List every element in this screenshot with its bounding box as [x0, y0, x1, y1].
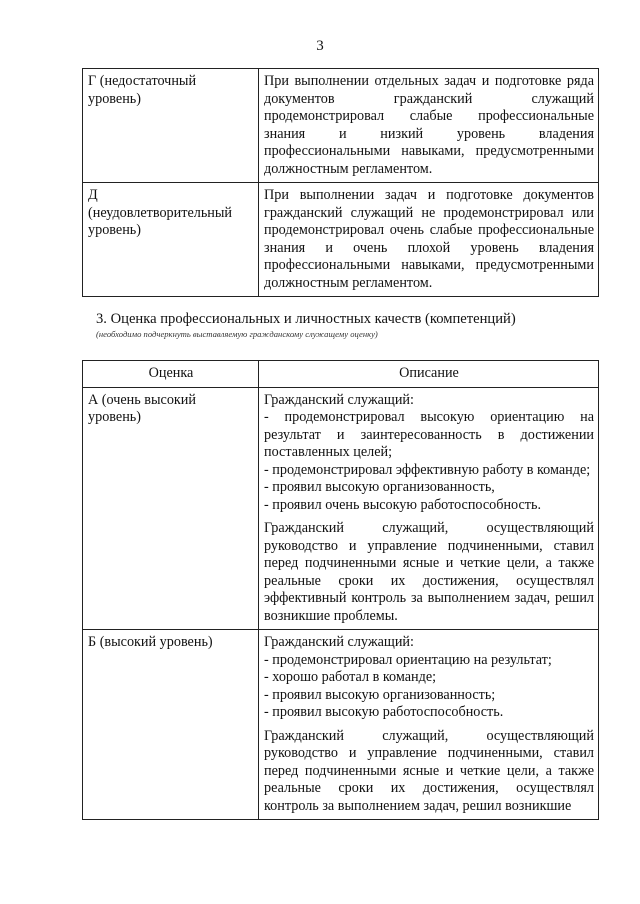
criteria-item: - проявил высокую организованность, — [264, 479, 495, 495]
grade-cell — [83, 630, 259, 820]
page-number: 3 — [316, 38, 324, 54]
management-paragraph: Гражданский служащий, осуществляющий руководство и управление подчиненными, ставил перед подчиненными ясные и четкие цели, а также реальные сроки их достижения, осуществлял контроль за выполнением задач, решил возникшие — [264, 727, 594, 814]
competence-table — [82, 360, 599, 820]
description-cell — [259, 69, 599, 183]
description-cell — [259, 630, 599, 820]
table-row — [83, 630, 599, 820]
level-cell — [83, 69, 259, 183]
table-row — [83, 69, 599, 183]
grade-label: уровень) — [88, 409, 141, 425]
table-row — [83, 183, 599, 297]
level-label: Д — [88, 187, 98, 203]
column-header-grade: Оценка — [83, 361, 259, 388]
table-row — [83, 387, 599, 630]
management-paragraph: Гражданский служащий, осуществляющий руководство и управление подчиненными, ставил перед подчиненными ясные и четкие цели, а также реальные сроки их достижения, осуществлял эффективный контроль за выполнением задач, решил возникшие проблемы. — [264, 520, 594, 624]
grade-cell — [83, 387, 259, 630]
level-label: Г (недостаточный — [88, 73, 197, 89]
level-label: уровень) — [88, 222, 141, 238]
description-cell — [259, 387, 599, 630]
criteria-item: - продемонстрировал эффективную работу в команде; — [264, 461, 591, 478]
grade-label: Б (высокий уровень) — [88, 634, 213, 650]
criteria-block — [264, 634, 594, 722]
criteria-item: - продемонстрировал ориентацию на результат; — [264, 651, 552, 668]
criteria-intro: Гражданский служащий: — [264, 391, 414, 408]
criteria-intro: Гражданский служащий: — [264, 634, 414, 650]
criteria-item: - хорошо работал в команде; — [264, 669, 437, 685]
column-header-description: Описание — [259, 361, 599, 388]
description-cell — [259, 183, 599, 297]
section-title: 3. Оценка профессиональных и личностных качеств (компетенций) — [96, 311, 516, 327]
level-cell — [83, 183, 259, 297]
criteria-item: - проявил высокую организованность; — [264, 686, 496, 703]
level-description: При выполнении задач и подготовке документов гражданский служащий не продемонстрировал или продемонстрировал очень слабые профессиональные знания и очень плохой уровень владения профессиональными навыками, предусмотренными должностным регламентом. — [264, 187, 594, 291]
grade-label: А (очень высокий — [88, 391, 196, 408]
criteria-item: - продемонстрировал высокую ориентацию на результат и заинтересованность в достижении поставленных целей; — [264, 409, 594, 460]
criteria-item: - проявил очень высокую работоспособность. — [264, 496, 542, 513]
level-label: уровень) — [88, 90, 141, 107]
level-description: При выполнении отдельных задач и подготовке ряда документов гражданский служащий продемонстрировал слабые профессиональные знания и низкий уровень владения профессиональными навыками, предусмотренными должностным регламентом. — [264, 73, 594, 177]
criteria-block — [264, 392, 594, 515]
table-header-row — [83, 361, 599, 388]
criteria-item: - проявил высокую работоспособность. — [264, 704, 504, 720]
section-note: (необходимо подчеркнуть выставляемую гражданскому служащему оценку) — [96, 329, 378, 339]
levels-table — [82, 68, 599, 297]
level-label: (неудовлетворительный — [88, 204, 233, 221]
